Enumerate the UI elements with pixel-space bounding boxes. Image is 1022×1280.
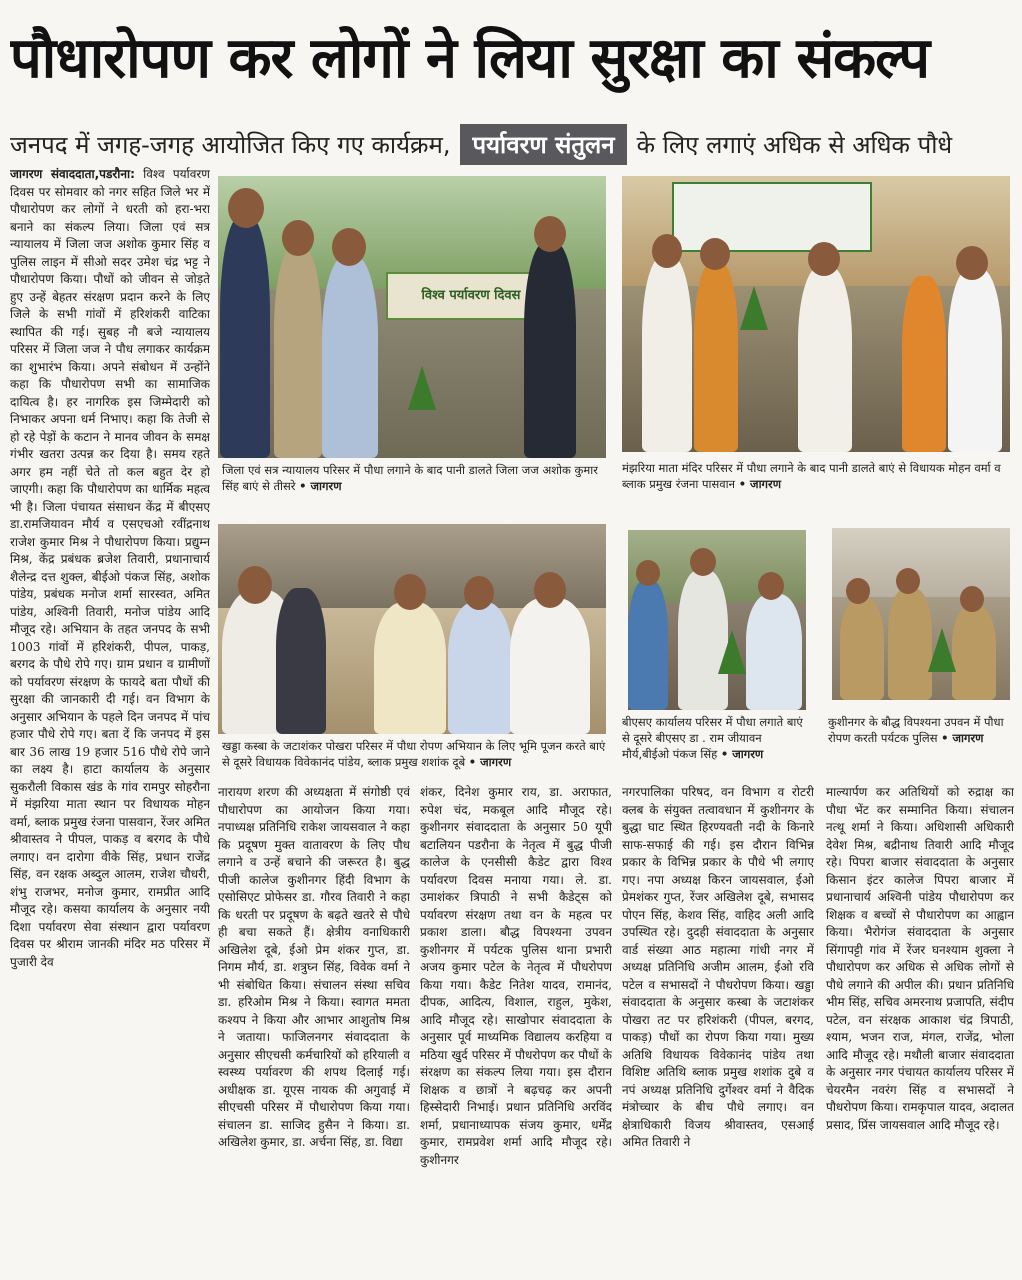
photo-2-source-tag: • जागरण: [738, 477, 782, 491]
photo-temple-plantation: [622, 176, 1010, 452]
article-column-1: [10, 166, 210, 1266]
photo-1-caption: [222, 462, 607, 504]
subheadline: [10, 122, 1012, 166]
photo-bsa-office: [628, 530, 806, 710]
column-2-text: नारायण शरण की अध्यक्षता में संगोष्ठी एवं पौधारोपण का आयोजन किया गया। नपाध्यक्ष प्रतिनिधि राकेश जायसवाल ने कहा कि प्रदूषण मुक्त वातावरण के लिए पौध लगाने व उन्हें बचाने की जरूरत है। बुद्ध पीजी कालेज कुशीनगर हिंदी विभाग के एसोसिएट प्रोफेसर डा. गौरव तिवारी ने कहा कि धरती पर प्रदूषण के बढ़ते खतरे से पौधे ही बचा सकते हैं। क्षेत्रीय वनाधिकारी अखिलेश दूबे, ईओ प्रेम शंकर गुप्त, डा. निगम मौर्य, डा. शत्रुघ्न सिंह, विवेक वर्मा ने भी संबोधित किया। संचालन संस्था सचिव डा. हरिओम मिश्र ने किया। स्वागत ममता कश्यप ने किया और आभार आशुतोष मिश्र ने जताया। फाजिलनगर संवाददाता के अनुसार सीएचसी कर्मचारियों को हरियाली व स्वस्थ्य पर्यावरण की शपथ दिलाई गई। अधीक्षक डा. यूएस नायक की अगुवाई में सीएचसी परिसर में पौधारोपण किया गया। संचालन डा. साजिद हुसैन ने किया। डा. अखिलेश कुमार, डा. अर्चना सिंह, डा. विद्या: [218, 785, 410, 1149]
subhead-highlight: पर्यावरण संतुलन: [460, 124, 626, 165]
byline: जागरण संवाददाता,पडरौना:: [10, 167, 135, 181]
subhead-after: के लिए लगाएं अधिक से अधिक पौधे: [636, 130, 953, 159]
photo-5-caption-text: कुशीनगर के बौद्ध विपश्यना उपवन में पौधा रोपण करती पर्यटक पुलिस: [828, 715, 1004, 745]
article-column-5: [826, 784, 1014, 1264]
photo-4-caption: [622, 714, 812, 770]
photo-court-plantation: [218, 176, 606, 458]
article-column-2: [218, 784, 410, 1264]
photo-land-worship: [218, 524, 606, 734]
photo-2-caption: [622, 460, 1012, 502]
photo-5-source-tag: • जागरण: [941, 731, 984, 745]
article-column-3: [420, 784, 612, 1264]
photo-5-caption: [828, 714, 1014, 764]
subhead-before: जनपद में जगह-जगह आयोजित किए गए कार्यक्रम,: [10, 130, 451, 159]
photo-1-caption-text: जिला एवं सत्र न्यायालय परिसर में पौधा लगाने के बाद पानी डालते जिला जज अशोक कुमार सिंह बाएं से तीसरे: [222, 463, 598, 493]
column-5-text: माल्यार्पण कर अतिथियों को रुद्राक्ष का पौधा भेंट कर सम्मानित किया। संचालन नत्थू शर्मा ने किया। अधिशासी अधिकारी देवेश मिश्र, बद्रीनाथ तिवारी आदि मौजूद रहे। पिपरा बाजार संवाददाता के अनुसार किसान इंटर कालेज पिपरा बाजार में प्रधानाचार्य अश्विनी पांडेय पौधारोपण कर शिक्षक व बच्चों से पौधारोपण का आह्वान किया। भैरोगंज संवाददाता के अनुसार सिंगापट्टी गांव में रेंजर घनश्याम शुक्ला ने पौधारोपण कर अधिक से अधिक लोगों से पौधे लगाने की अपील की। प्रधान प्रतिनिधि भीम सिंह, सचिव अमरनाथ प्रजापति, संदीप पटेल, वन संरक्षक आकाश चंद्र त्रिपाठी, श्याम, भजन राज, मंगल, राजेंद्र, भोला आदि मौजूद रहे। मथौली बाजार संवाददाता के अनुसार नगर पंचायत कार्यालय परिसर में चेयरमैन नवरंग सिंह व सभासदों ने पौधरोपण किया। रामकृपाल यादव, अदालत प्रसाद, प्रिंस जायसवाल आदि मौजूद रहे।: [826, 785, 1014, 1132]
column-4-text: नगरपालिका परिषद, वन विभाग व रोटरी क्लब के संयुक्त तत्वावधान में कुशीनगर के बुद्धा घाट स्थित हिरण्यवती नदी के किनारे साफ-सफाई की गई। इस दौरान विभिन्न प्रकार के विभिन्न प्रकार के पौधे भी लगाए गए। नपा अध्यक्ष किरन जायसवाल, ईओ प्रेमशंकर गुप्त, रेंजर अखिलेश दूबे, सभासद पोएन सिंह, केशव सिंह, वाहिद अली आदि उपस्थित रहे। दुदही संवाददाता के अनुसार वार्ड संख्या आठ महात्मा गांधी नगर में अध्यक्ष प्रतिनिधि अजीम आलम, ईओ रवि पटेल व सभासदों ने पौधरोपण किया। खड्डा संवाददाता के अनुसार कस्बा के जटाशंकर पोखरा तट पर हरिशंकरी (पीपल, बरगद, पाकड़) पौधों का रोपण किया गया। मुख्य अतिथि विधायक विवेकानंद पांडेय तथा विशिष्ट अतिथि ब्लाक प्रमुख शशांक दुबे व नपं अध्यक्ष प्रतिनिधि दुर्गेश्वर वर्मा ने वैदिक मंत्रोच्चार के बीच पौधे लगाए। वन क्षेत्राधिकारी विजय श्रीवास्तव, एसआई अमित तिवारी ने: [622, 785, 814, 1149]
photo-2-caption-text: मंझरिया माता मंदिर परिसर में पौधा लगाने के बाद पानी डालते बाएं से विधायक मोहन वर्मा व ब्लाक प्रमुख रंजना पासवान: [622, 461, 1001, 491]
column-3-text: शंकर, दिनेश कुमार राय, डा. अराफात, रुपेश चंद, मकबूल आदि मौजूद रहे। कुशीनगर संवाददाता के अनुसार 50 यूपी बटालियन पडरौना के नेतृत्व में बुद्ध पीजी कालेज के एनसीसी कैडेट द्वारा विश्व पर्यावरण दिवस मनाया गया। ले. डा. उमाशंकर त्रिपाठी ने सभी कैडेट्स को पर्यावरण संरक्षण तथा वन के महत्व पर प्रकाश डाला। बौद्ध विपश्यना उपवन कुशीनगर में पर्यटक पुलिस थाना प्रभारी अजय कुमार पटेल के नेतृत्व में पौधरोपण किया गया। कैडेट नितेश यादव, रामानंद, दीपक, आदित्य, विशाल, राहुल, मुकेश, आदि मौजूद रहे। साखोपार संवाददाता के अनुसार पूर्व माध्यमिक विद्यालय करहिया व मठिया खुर्द परिसर में पौधरोपण कर पौधों के संरक्षण का संकल्प लिया गया। इस दौरान शिक्षक व छात्रों ने बढ़चढ़ कर अपनी हिस्सेदारी निभाई। प्रधान प्रतिनिधि अरविंद शर्मा, प्रधानाध्यापक संजय कुमार, धर्मेंद्र कुमार, रामप्रवेश शर्मा आदि मौजूद रहे। कुशीनगर: [420, 785, 612, 1167]
photo-1-source-tag: • जागरण: [299, 479, 342, 493]
photo-4-source-tag: • जागरण: [720, 747, 764, 761]
photo-3-caption: [222, 738, 612, 772]
photo-3-source-tag: • जागरण: [468, 755, 512, 769]
photo-4-caption-text: बीएसए कार्यालय परिसर में पौधा लगाते बाएं से दूसरे बीएसए डा . राम जीयावन मौर्य,बीईओ पंकज सिंह: [622, 715, 803, 761]
article-column-4: [622, 784, 814, 1264]
column-1-text: विश्व पर्यावरण दिवस पर सोमवार को नगर सहित जिले भर में पौधारोपण कर लोगों ने धरती को हरा-भरा बनाने का संकल्प लिया। जिला एवं सत्र न्यायालय में जिला जज अशोक कुमार सिंह व पुलिस लाइन में सीओ सदर उमेश चंद्र भट्ट ने पौधारोपण किया। पौधों को जीवन से जोड़ते हुए उन्हें बेहतर संरक्षण प्रदान करने के लिए जिले के सभी गांवों में हरिशंकरी वाटिका स्थापित की गई। सुबह नौ बजे न्यायालय परिसर में जिला जज ने पौध लगाकर कार्यक्रम का शुभारंभ किया। अपने संबोधन में उन्होंने कहा कि पौधारोपण सभी का सामाजिक दायित्व है। हर नागरिक इस जिम्मेदारी को निभाकर अपना धर्म निभाए। कहा कि तेजी से हो रहे पेड़ों के कटान ने मानव जीवन के समक्ष गंभीर खतरा उत्पन्न कर दिया है। समय रहते अगर हम नहीं चेते तो कल बहुत देर हो जाएगी। कहा कि पौधारोपण का धार्मिक महत्व भी है। जिला पंचायत संसाधन केंद्र में बीएसए डा.रामजियावन मौर्य व एसएचओ रवींद्रनाथ राजेश कुमार मिश्र ने पौधारोपण किया। प्रद्युम्न मिश्र, केंद्र प्रबंधक ब्रजेश तिवारी, प्रधानाचार्य शैलेन्द्र दत्त शुक्ल, बीईओ पंकज सिंह, अशोक पांडेय, प्रबंधक मनोज शर्मा सारस्वत, अमित पांडेय, अश्विनी तिवारी, मनोज पांडेय आदि मौजूद रहे। अभियान के तहत जनपद के सभी 1003 गांवों में हरिशंकरी, पीपल, पाकड़, बरगद के पौधे रोपे गए। ग्राम प्रधान व ग्रामीणों को पर्यावरण संरक्षण के फायदे बता पौधों की सुरक्षा की जानकारी दी गई। वन विभाग के अनुसार अभियान के पहले दिन जनपद में पांच हजार पौधे रोपे गए। बता दें कि जनपद में इस बार 36 लाख 19 हजार 516 पौधे रोपे जाने का लक्ष्य है। हाटा कार्यालय के अनुसार सुकरौली विकास खंड के गांव रामपुर सोहरौना में मंझरिया माता स्थान पर विधायक मोहन वर्मा, ब्लाक प्रमुख रंजना पासवान, रेंजर अमित श्रीवास्तव ने पीपल, पाकड़ व बरगद के पौधे लगाए। वन दारोगा वीके सिंह, प्रधान राजेंद्र सिंह, वन रक्षक अब्दुल आलम, राजेश चौधरी, शंभु राजभर, मनोज कुमार, रामप्रीत आदि मौजूद रहे। कसया कार्यालय के अनुसार नयी दिशा पर्यावरण सेवा संस्थान द्वारा पर्यावरण दिवस पर श्रीराम जानकी मंदिर मठ परिसर में पुजारी देव: [10, 167, 210, 969]
page-headline: पौधारोपण कर लोगों ने लिया सुरक्षा का संकल्प: [10, 26, 930, 91]
photo-tourist-police: [832, 528, 1010, 700]
event-banner-text: विश्व पर्यावरण दिवस: [421, 288, 521, 303]
photo-3-caption-text: खड्डा कस्बा के जटाशंकर पोखरा परिसर में पौधा रोपण अभियान के लिए भूमि पूजन करते बाएं से दूसरे विधायक विवेकानंद पांडेय, ब्लाक प्रमुख शशांक दूबे: [222, 739, 606, 769]
